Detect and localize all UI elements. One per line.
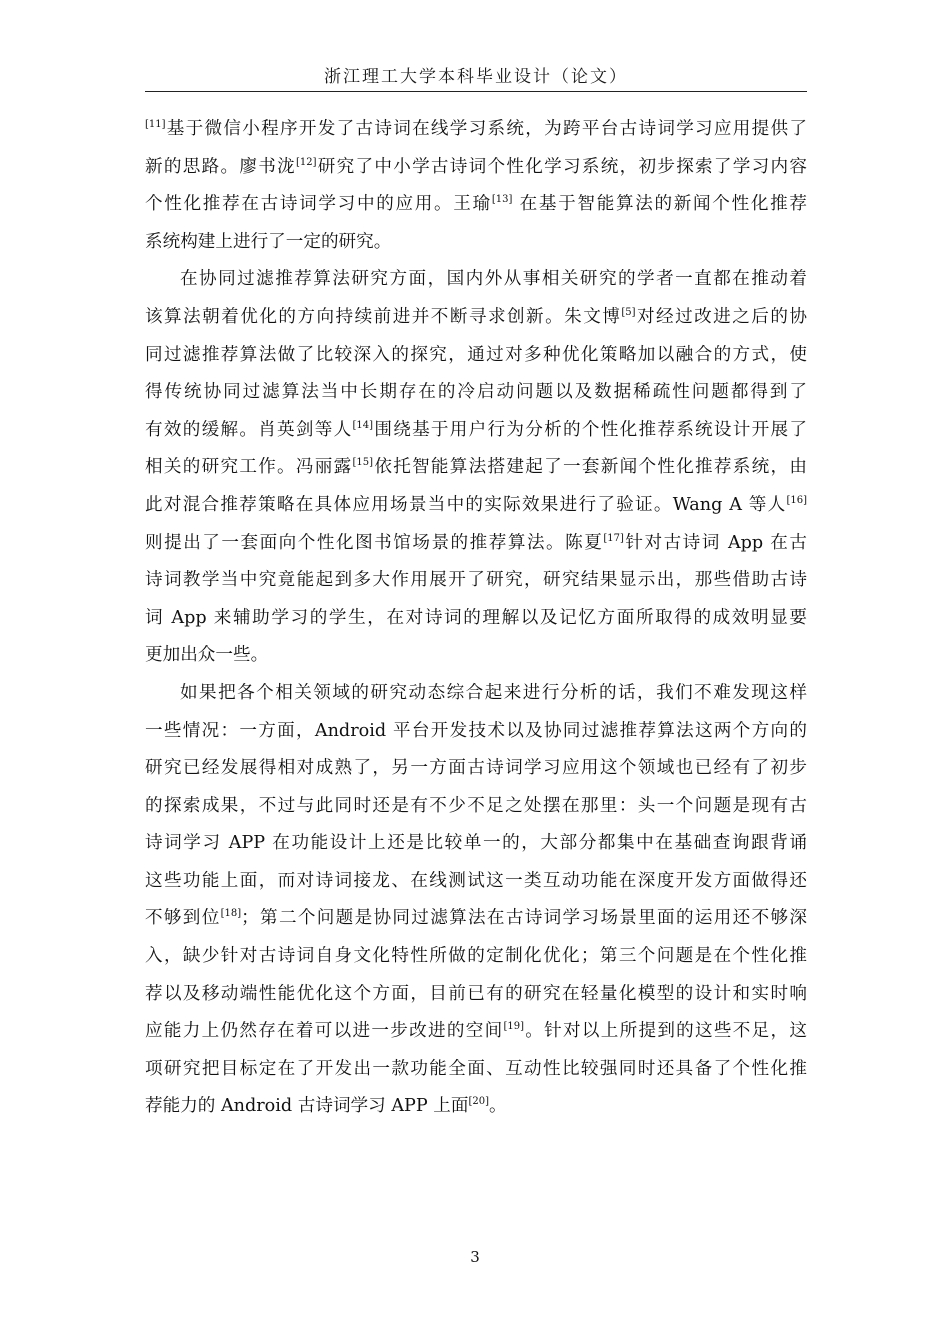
text-line	[145, 374, 807, 412]
text-run: 诗词教学当中究竟能起到多大作用展开了研究，研究结果显示出，那些借助古诗	[145, 570, 807, 591]
text-line	[145, 111, 807, 149]
text-line	[145, 1088, 807, 1126]
text-run: 一些情况：一方面，Android 平台开发技术以及协同过滤推荐算法这两个方向的	[145, 720, 807, 741]
text-run: 基于微信小程序开发了古诗词在线学习系统，为跨平台古诗词学习应用提供了	[165, 119, 807, 139]
text-line	[145, 938, 807, 976]
citation-ref: [18]	[220, 908, 242, 920]
text-line	[145, 525, 807, 563]
text-line	[145, 1051, 807, 1089]
text-line	[145, 186, 807, 224]
text-run: 新的思路。廖书泷	[145, 156, 296, 177]
text-line	[145, 600, 807, 638]
page-number: 3	[470, 1248, 480, 1266]
text-run: 对经过改进之后的协	[635, 306, 807, 327]
text-line	[145, 863, 807, 901]
text-run: 针对古诗词 App 在古	[623, 532, 807, 553]
citation-ref: [11]	[145, 119, 166, 131]
text-line	[145, 449, 807, 487]
text-line	[145, 149, 807, 187]
text-run: 在协同过滤推荐算法研究方面，国内外从事相关研究的学者一直都在推动着	[180, 269, 807, 290]
text-run: 项研究把目标定在了开发出一款功能全面、互动性比较强同时还具备了个性化推	[145, 1058, 807, 1079]
text-run: 。	[489, 1096, 507, 1117]
paragraph	[145, 261, 807, 675]
text-run: 不够到位	[145, 908, 221, 929]
text-run: 如果把各个相关领域的研究动态综合起来进行分析的话，我们不难发现这样	[180, 682, 807, 703]
text-line	[145, 224, 807, 262]
text-run: 荐能力的 Android 古诗词学习 APP 上面	[145, 1096, 469, 1117]
citation-ref: [20]	[468, 1096, 490, 1108]
text-run: 应能力上仍然存在着可以进一步改进的空间	[145, 1021, 504, 1042]
text-line	[145, 900, 807, 938]
text-line	[145, 750, 807, 788]
text-line	[145, 337, 807, 375]
citation-ref: [12]	[295, 156, 317, 168]
text-run: 研究已经发展得相对成熟了，另一方面古诗词学习应用这个领域也已经有了初步	[145, 758, 807, 779]
citation-ref: [15]	[352, 457, 374, 469]
citation-ref: [19]	[503, 1021, 524, 1033]
citation-ref: [16]	[786, 495, 807, 507]
text-line	[145, 788, 807, 826]
text-line	[145, 299, 807, 337]
text-run: ；第二个问题是协同过滤算法在古诗词学习场景里面的运用还不够深	[241, 908, 807, 929]
text-run: 诗词学习 APP 在功能设计上还是比较单一的，大部分都集中在基础查询跟背诵	[145, 833, 807, 854]
text-line	[145, 675, 807, 713]
running-header: 浙江理工大学本科毕业设计（论文）	[324, 67, 628, 87]
text-run: 的探索成果，不过与此同时还是有不少不足之处摆在那里：头一个问题是现有古	[145, 795, 807, 816]
text-line	[145, 562, 807, 600]
text-run: 个性化推荐在古诗词学习中的应用。王瑜	[145, 194, 492, 215]
paragraph	[145, 675, 807, 1126]
text-run: 荐以及移动端性能优化这个方面，目前已有的研究在轻量化模型的设计和实时响	[145, 983, 807, 1004]
text-line	[145, 1013, 807, 1051]
citation-ref: [17]	[603, 532, 624, 544]
text-run: 。针对以上所提到的这些不足，这	[523, 1021, 807, 1042]
text-run: 有效的缓解。肖英剑等人	[145, 419, 353, 440]
text-line	[145, 976, 807, 1014]
text-run: 得传统协同过滤算法当中长期存在的冷启动问题以及数据稀疏性问题都得到了	[145, 382, 807, 403]
text-line	[145, 261, 807, 299]
text-run: 相关的研究工作。冯丽露	[145, 457, 353, 478]
text-run: 围绕基于用户行为分析的个性化推荐系统设计开展了	[373, 419, 807, 440]
text-run: 入，缺少针对古诗词自身文化特性所做的定制化优化；第三个问题是在个性化推	[145, 946, 807, 967]
text-run: 更加出众一些。	[145, 645, 269, 666]
citation-ref: [5]	[621, 307, 636, 319]
text-line	[145, 713, 807, 751]
text-run: 则提出了一套面向个性化图书馆场景的推荐算法。陈夏	[145, 532, 604, 553]
text-run: 该算法朝着优化的方向持续前进并不断寻求创新。朱文博	[145, 306, 622, 327]
citation-ref: [14]	[352, 419, 374, 431]
text-line	[145, 637, 807, 675]
body-text	[145, 111, 807, 1126]
text-line	[145, 412, 807, 450]
header-rule	[145, 91, 807, 92]
paragraph	[145, 111, 807, 261]
text-run: 词 App 来辅助学习的学生，在对诗词的理解以及记忆方面所取得的成效明显要	[145, 607, 807, 628]
text-run: 在基于智能算法的新闻个性化推荐	[512, 194, 807, 215]
text-line	[145, 487, 807, 525]
text-run: 研究了中小学古诗词个性化学习系统，初步探索了学习内容	[316, 156, 807, 177]
text-run: 依托智能算法搭建起了一套新闻个性化推荐系统，由	[373, 457, 807, 478]
text-line	[145, 825, 807, 863]
text-run: 此对混合推荐策略在具体应用场景当中的实际效果进行了验证。Wang A 等人	[145, 494, 787, 515]
text-run: 同过滤推荐算法做了比较深入的探究，通过对多种优化策略加以融合的方式，使	[145, 344, 807, 365]
citation-ref: [13]	[491, 194, 513, 206]
text-run: 系统构建上进行了一定的研究。	[145, 231, 392, 252]
text-run: 这些功能上面，而对诗词接龙、在线测试这一类互动功能在深度开发方面做得还	[145, 870, 807, 891]
